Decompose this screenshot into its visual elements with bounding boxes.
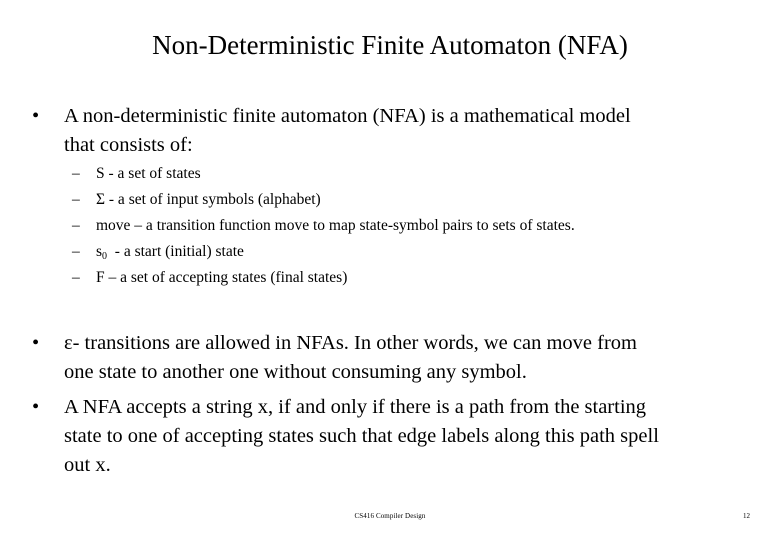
list-item-start-state: [72, 239, 772, 265]
list-item-states: [72, 161, 772, 187]
bullet-line: state to one of accepting states such that edge labels along this path spell: [64, 425, 659, 447]
list-item-final-states: [72, 265, 772, 291]
list-item-text: F – a set of accepting states (final states): [96, 269, 348, 286]
dash-icon: –: [72, 217, 80, 234]
components-list: [72, 161, 772, 291]
dash-icon: –: [72, 243, 80, 260]
bullet-line: out x.: [64, 454, 111, 476]
start-subscript: 0: [102, 251, 108, 262]
bullet-icon: •: [32, 332, 40, 354]
list-item-alphabet: [72, 187, 772, 213]
list-item-move: [72, 213, 772, 239]
footer-page-number: 12: [743, 512, 750, 520]
footer-course: CS416 Compiler Design: [354, 512, 426, 520]
dash-icon: –: [72, 165, 80, 182]
bullet-line: A non-deterministic finite automaton (NFA) is a mathematical model: [64, 105, 631, 127]
bullet-line: A NFA accepts a string x, if and only if there is a path from the starting: [64, 396, 647, 418]
bullet-icon: •: [32, 105, 40, 127]
bullet-line: that consists of:: [64, 134, 193, 156]
dash-icon: –: [72, 191, 80, 208]
list-item-text: Σ - a set of input symbols (alphabet): [96, 191, 321, 208]
bullet-line: one state to another one without consuming any symbol.: [64, 361, 527, 383]
slide-title: Non-Deterministic Finite Automaton (NFA): [152, 30, 628, 60]
start-symbol: s: [96, 243, 103, 260]
bullet-nfa-definition: [32, 102, 772, 160]
list-item-text: move – a transition function move to map state-symbol pairs to sets of states.: [96, 217, 575, 234]
dash-icon: –: [72, 269, 80, 286]
list-item-text: [96, 243, 244, 260]
bullet-epsilon-transitions: [32, 329, 772, 387]
start-description: - a start (initial) state: [107, 243, 244, 260]
list-item-text: S - a set of states: [96, 165, 201, 182]
bullet-icon: •: [32, 396, 40, 418]
bullet-nfa-acceptance: [32, 393, 772, 480]
bullet-line: ε- transitions are allowed in NFAs. In other words, we can move from: [64, 332, 637, 354]
